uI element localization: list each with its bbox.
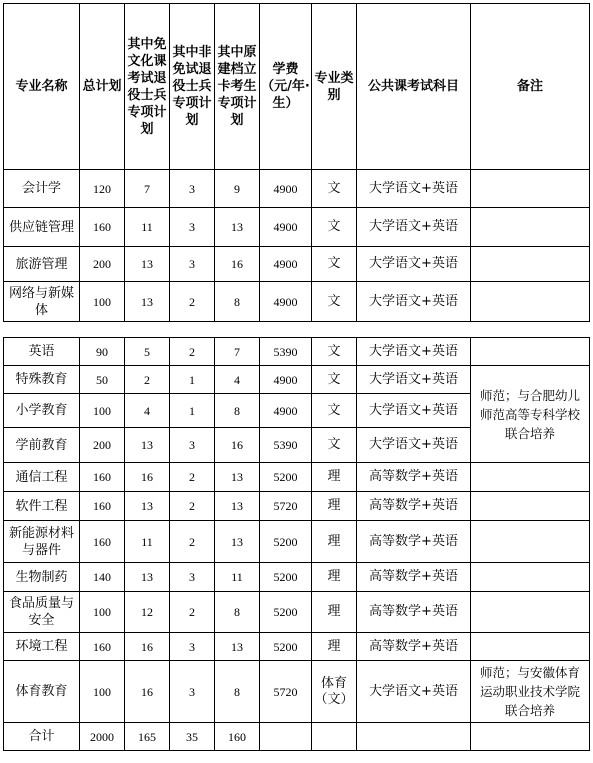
remarks-cell [471,633,590,661]
table-row [4,170,590,208]
filed-card-plan: 8 [215,592,260,633]
header-exempt-culture: 其中免文化课考试退役士兵专项计划 [125,4,170,170]
major-name: 环境工程 [4,633,80,661]
table-row [4,247,590,282]
major-name: 小学教育 [4,394,80,428]
table-row [4,366,590,394]
non-exempt-plan: 3 [170,633,215,661]
filed-card-plan: 4 [215,366,260,394]
rows-top [4,170,590,322]
tuition-fee: 5200 [260,521,312,563]
remarks-cell [471,170,590,208]
filed-card-plan: 16 [215,428,260,463]
major-name: 体育教育 [4,661,80,723]
filed-card-plan: 11 [215,563,260,592]
non-exempt-plan: 2 [170,592,215,633]
major-name: 新能源材料与器件 [4,521,80,563]
major-category: 体育（文） [312,661,357,723]
filed-card-plan: 13 [215,492,260,521]
non-exempt-plan: 2 [170,338,215,366]
non-exempt-plan: 1 [170,394,215,428]
remarks-teacher-anhui-sports: 师范；与安徽体育运动职业技术学院联合培养 [471,661,590,723]
totals-b: 35 [170,723,215,751]
tuition-fee: 5200 [260,563,312,592]
remarks-cell [471,563,590,592]
exam-subjects: 大学语文+英语 [357,661,471,723]
totals-a: 165 [125,723,170,751]
non-exempt-plan: 2 [170,492,215,521]
total-plan: 200 [80,247,125,282]
enrollment-table-bottom [3,337,590,751]
major-category: 理 [312,633,357,661]
non-exempt-plan: 3 [170,661,215,723]
exam-subjects: 大学语文+英语 [357,338,471,366]
tuition-fee: 4900 [260,247,312,282]
tuition-fee: 5390 [260,428,312,463]
table-row [4,592,590,633]
non-exempt-plan: 2 [170,463,215,492]
major-category: 理 [312,592,357,633]
table-row [4,282,590,322]
enrollment-table-top [3,3,590,322]
rows-bottom [4,338,590,723]
header-total: 总计划 [80,4,125,170]
totals-cat [312,723,357,751]
non-exempt-plan: 1 [170,366,215,394]
filed-card-plan: 8 [215,394,260,428]
tuition-fee: 4900 [260,208,312,247]
total-plan: 140 [80,563,125,592]
totals-total: 2000 [80,723,125,751]
total-plan: 100 [80,661,125,723]
major-category: 理 [312,492,357,521]
table-row [4,492,590,521]
total-plan: 160 [80,463,125,492]
remarks-cell [471,208,590,247]
non-exempt-plan: 2 [170,282,215,322]
table-row [4,563,590,592]
exempt-culture-plan: 2 [125,366,170,394]
exempt-culture-plan: 13 [125,428,170,463]
totals-subj [357,723,471,751]
total-plan: 160 [80,208,125,247]
remarks-cell [471,492,590,521]
filed-card-plan: 13 [215,521,260,563]
major-name: 特殊教育 [4,366,80,394]
major-name: 通信工程 [4,463,80,492]
section-gap [3,322,589,336]
major-category: 文 [312,208,357,247]
exempt-culture-plan: 11 [125,208,170,247]
exam-subjects: 大学语文+英语 [357,282,471,322]
table-row [4,633,590,661]
major-name: 学前教育 [4,428,80,463]
major-name: 软件工程 [4,492,80,521]
remarks-cell [471,463,590,492]
exempt-culture-plan: 16 [125,463,170,492]
major-name: 供应链管理 [4,208,80,247]
header-non-exempt: 其中非免试退役士兵专项计划 [170,4,215,170]
major-name: 网络与新媒体 [4,282,80,322]
total-plan: 100 [80,592,125,633]
tuition-fee: 5200 [260,592,312,633]
header-category: 专业类别 [312,4,357,170]
filed-card-plan: 7 [215,338,260,366]
major-name: 会计学 [4,170,80,208]
total-plan: 90 [80,338,125,366]
header-remarks: 备注 [471,4,590,170]
total-plan: 100 [80,394,125,428]
exam-subjects: 大学语文+英语 [357,366,471,394]
major-name: 食品质量与安全 [4,592,80,633]
tuition-fee: 5200 [260,463,312,492]
table-row [4,463,590,492]
filed-card-plan: 13 [215,633,260,661]
filed-card-plan: 16 [215,247,260,282]
exam-subjects: 高等数学+英语 [357,592,471,633]
exam-subjects: 高等数学+英语 [357,633,471,661]
non-exempt-plan: 3 [170,428,215,463]
totals-row [4,723,590,751]
table-row [4,338,590,366]
exempt-culture-plan: 7 [125,170,170,208]
totals-c: 160 [215,723,260,751]
filed-card-plan: 13 [215,463,260,492]
header-filed-card: 其中原建档立卡考生专项计划 [215,4,260,170]
header-row [4,4,590,170]
exam-subjects: 高等数学+英语 [357,492,471,521]
tuition-fee: 5720 [260,492,312,521]
filed-card-plan: 13 [215,208,260,247]
exempt-culture-plan: 13 [125,247,170,282]
totals-note [471,723,590,751]
table-row [4,661,590,723]
tuition-fee: 4900 [260,282,312,322]
non-exempt-plan: 3 [170,247,215,282]
exempt-culture-plan: 13 [125,282,170,322]
exempt-culture-plan: 16 [125,661,170,723]
totals-fee [260,723,312,751]
tuition-fee: 5390 [260,338,312,366]
tuition-fee: 5200 [260,633,312,661]
major-category: 文 [312,366,357,394]
filed-card-plan: 8 [215,282,260,322]
major-name: 英语 [4,338,80,366]
total-plan: 100 [80,282,125,322]
remarks-cell [471,247,590,282]
exam-subjects: 大学语文+英语 [357,394,471,428]
filed-card-plan: 9 [215,170,260,208]
remarks-cell [471,521,590,563]
exempt-culture-plan: 5 [125,338,170,366]
table-row [4,208,590,247]
major-category: 理 [312,521,357,563]
total-plan: 160 [80,633,125,661]
non-exempt-plan: 3 [170,208,215,247]
header-tuition: 学费（元/年·生） [260,4,312,170]
major-name: 旅游管理 [4,247,80,282]
exam-subjects: 高等数学+英语 [357,563,471,592]
major-name: 生物制药 [4,563,80,592]
totals-label: 合计 [4,723,80,751]
exam-subjects: 大学语文+英语 [357,247,471,282]
remarks-cell [471,282,590,322]
total-plan: 160 [80,521,125,563]
remarks-cell [471,338,590,366]
filed-card-plan: 8 [215,661,260,723]
exam-subjects: 大学语文+英语 [357,208,471,247]
exempt-culture-plan: 13 [125,563,170,592]
total-plan: 50 [80,366,125,394]
tuition-fee: 4900 [260,366,312,394]
exempt-culture-plan: 16 [125,633,170,661]
major-category: 文 [312,428,357,463]
exam-subjects: 高等数学+英语 [357,521,471,563]
total-plan: 120 [80,170,125,208]
total-plan: 160 [80,492,125,521]
tuition-fee: 4900 [260,170,312,208]
major-category: 文 [312,338,357,366]
major-category: 理 [312,563,357,592]
exempt-culture-plan: 11 [125,521,170,563]
exam-subjects: 大学语文+英语 [357,428,471,463]
exempt-culture-plan: 12 [125,592,170,633]
major-category: 文 [312,394,357,428]
exempt-culture-plan: 13 [125,492,170,521]
major-category: 理 [312,463,357,492]
tuition-fee: 5720 [260,661,312,723]
table-row [4,521,590,563]
major-category: 文 [312,247,357,282]
remarks-cell [471,592,590,633]
non-exempt-plan: 3 [170,563,215,592]
total-plan: 200 [80,428,125,463]
header-subjects: 公共课考试科目 [357,4,471,170]
header-name: 专业名称 [4,4,80,170]
tuition-fee: 4900 [260,394,312,428]
exam-subjects: 大学语文+英语 [357,170,471,208]
major-category: 文 [312,170,357,208]
non-exempt-plan: 3 [170,170,215,208]
major-category: 文 [312,282,357,322]
exam-subjects: 高等数学+英语 [357,463,471,492]
exempt-culture-plan: 4 [125,394,170,428]
non-exempt-plan: 2 [170,521,215,563]
remarks-teacher-hefei: 师范；与合肥幼儿师范高等专科学校联合培养 [471,366,590,463]
